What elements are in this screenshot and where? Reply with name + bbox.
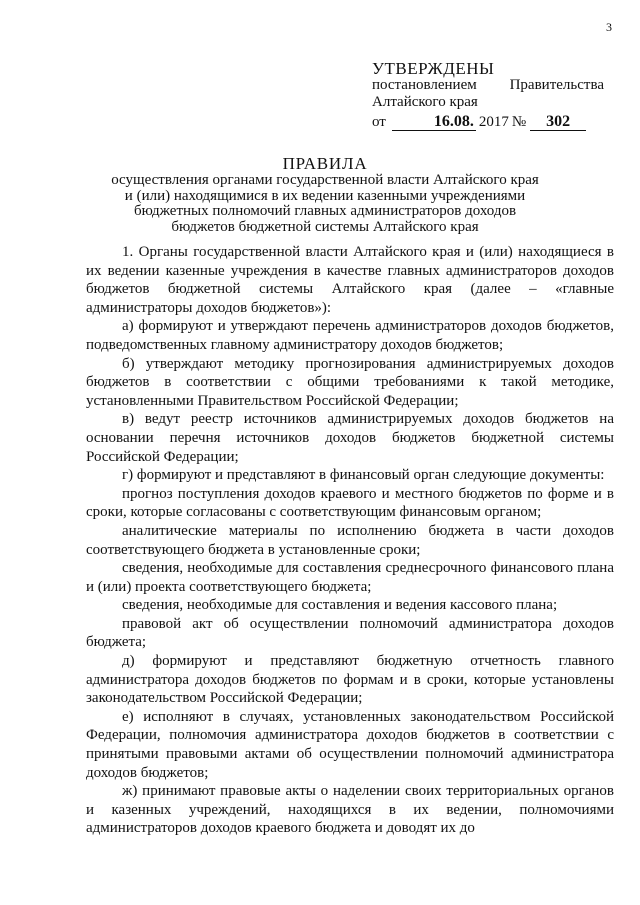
paragraph: аналитические материалы по исполнению бюджета в части доходов соответствующего бюджета в установленные сроки; [86, 522, 614, 558]
paragraph: г) формируют и представляют в финансовый орган следующие документы: [122, 467, 605, 484]
paragraph: 1. Органы государственной власти Алтайского края и (или) находящиеся в их ведении казенные учреждения в качестве главных администраторов доходов бюджетов бюджетной системы Алтайского края (далее – «главные администраторы доходов бюджетов»): [86, 244, 614, 316]
decree-word: постановлением [372, 77, 477, 93]
page-number: 3 [606, 20, 612, 34]
paragraph: а) формируют и утверждают перечень администраторов доходов бюджетов, подведомственных главному администратору доходов бюджетов; [86, 318, 614, 353]
paragraph: ж) принимают правовые акты о наделении своих территориальных органов и казенных учреждений, находящихся в их ведении, полномочиями администраторов доходов краевого бюджета и доводят их до [86, 783, 614, 837]
government-word: Правительства [509, 77, 604, 93]
decree-date: 16.08. [392, 114, 476, 131]
paragraph: сведения, необходимые для составления среднесрочного финансового плана и (или) проекта соответствующего бюджета; [86, 560, 614, 595]
decree-line [372, 77, 604, 94]
document-body [86, 243, 614, 838]
paragraph: д) формируют и представляют бюджетную отчетность главного администратора доходов бюджетов по формам и в сроки, которые установлены законодательством Российской Федерации; [86, 653, 614, 707]
title-line: и (или) находящимися в их ведении казенными учреждениями [124, 187, 526, 204]
approval-stamp [372, 60, 604, 131]
number-sign: № [511, 114, 527, 130]
title-line: бюджетных полномочий главных администраторов доходов [133, 203, 517, 219]
region-line: Алтайского края [372, 94, 478, 110]
paragraph: прогноз поступления доходов краевого и местного бюджетов по форме и в сроки, которые согласованы с соответствующим финансовым органом; [86, 485, 614, 521]
decree-year: 2017 [478, 114, 509, 130]
paragraph: сведения, необходимые для составления и ведения кассового плана; [122, 597, 558, 614]
from-word: от [372, 114, 386, 130]
title-line: бюджетов бюджетной системы Алтайского края [171, 218, 479, 235]
document-title [40, 155, 610, 235]
date-number-line [372, 114, 604, 131]
decree-number: 302 [530, 114, 586, 131]
paragraph: в) ведут реестр источников администрируемых доходов бюджетов на основании перечня источников доходов бюджетов бюджетной системы Российской Федерации; [86, 411, 614, 465]
paragraph: е) исполняют в случаях, установленных законодательством Российской Федерации, полномочия администратора доходов бюджетов в соответствии с принятыми правовыми актами об осуществлении полномочий администратора доходов бюджетов; [86, 708, 614, 781]
approved-label: УТВЕРЖДЕНЫ [372, 59, 495, 78]
paragraph: б) утверждают методику прогнозирования администрируемых доходов бюджетов в соответствии с общими требованиями к такой методике, установленными Правительством Российской Федерации; [86, 355, 614, 409]
paragraph: правовой акт об осуществлении полномочий администратора доходов бюджета; [86, 615, 614, 651]
title-heading: ПРАВИЛА [282, 154, 368, 173]
title-line: осуществления органами государственной власти Алтайского края [111, 172, 539, 188]
